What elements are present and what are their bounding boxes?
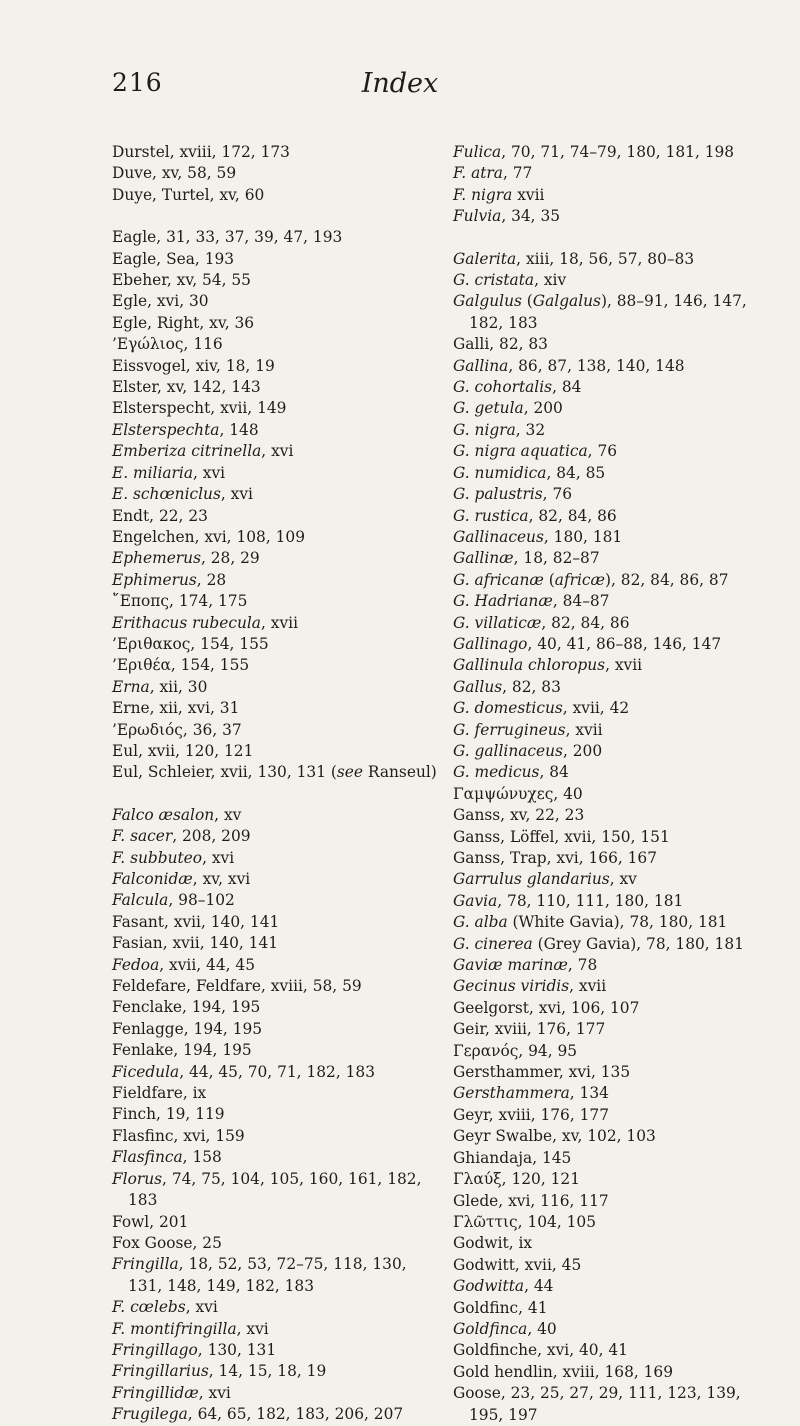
entry-text: , xv, xvi xyxy=(192,870,251,888)
index-entry xyxy=(453,420,773,441)
entry-text: , xvii xyxy=(605,656,643,675)
entry-text: Eagle, Sea, 193 xyxy=(112,249,235,268)
entry-text: xvii xyxy=(512,185,545,204)
index-entry xyxy=(453,570,773,591)
index-entry xyxy=(112,613,442,634)
entry-italic-term: Florus xyxy=(112,1169,163,1188)
index-entry xyxy=(453,1212,773,1233)
entry-italic-term: G. domesticus xyxy=(453,699,563,718)
index-entry xyxy=(112,1169,442,1212)
entry-italic-term: Gallinæ xyxy=(453,549,514,568)
entry-text: , 84, 85 xyxy=(546,463,606,482)
entry-italic-term: Fringillarius xyxy=(112,1362,209,1381)
index-entry xyxy=(453,441,773,462)
index-entry xyxy=(453,506,773,527)
entry-italic-term: Fulica xyxy=(453,143,502,161)
entry-italic-term: Gallinago xyxy=(453,634,528,653)
entry-text: Geyr Swalbe, xv, 102, 103 xyxy=(453,1127,656,1146)
entry-text: Fasian, xvii, 140, 141 xyxy=(112,934,279,953)
entry-text: , 82, 83 xyxy=(502,677,561,696)
entry-text: , 180, 181 xyxy=(543,527,623,546)
entry-text: Durstel, xviii, 172, 173 xyxy=(112,143,290,161)
index-entry xyxy=(112,570,442,591)
entry-text: ), 82, 84, 86, 87 xyxy=(605,570,729,589)
index-entry xyxy=(453,1019,773,1040)
entry-italic-term: Godwitta xyxy=(453,1277,525,1296)
index-entry xyxy=(453,891,773,912)
index-entry xyxy=(112,527,442,548)
entry-italic-term: G. cristata xyxy=(453,271,535,290)
entry-text: , 40 xyxy=(527,1319,557,1338)
index-entry xyxy=(112,420,442,441)
entry-text: Elsterspecht, xvii, 149 xyxy=(112,399,287,418)
entry-text: (Grey Gavia), 78, 180, 181 xyxy=(532,934,744,953)
entry-italic-term: G. africanæ xyxy=(453,570,544,589)
index-entry xyxy=(112,1126,442,1147)
entry-text: ( xyxy=(521,292,533,311)
index-entry xyxy=(112,591,442,612)
entry-italic-term: F. cœlebs xyxy=(112,1298,186,1317)
index-entry xyxy=(453,334,773,355)
index-entry xyxy=(453,398,773,419)
entry-text: , 76 xyxy=(542,485,573,504)
index-entry xyxy=(453,634,773,655)
index-entry xyxy=(453,548,773,569)
index-entry xyxy=(112,1404,442,1425)
entry-text: , 208, 209 xyxy=(172,827,251,846)
entry-text: Feldefare, Feldfare, xviii, 58, 59 xyxy=(112,977,362,996)
index-entry xyxy=(112,398,442,419)
entry-italic-term: Ficedula xyxy=(112,1062,180,1081)
entry-italic-term: Erna xyxy=(112,677,150,696)
index-entry xyxy=(112,1104,442,1125)
index-entry xyxy=(112,698,442,719)
entry-text: Ghiandaja, 145 xyxy=(453,1148,572,1167)
index-entry xyxy=(112,890,442,911)
entry-italic-term: G. nigra xyxy=(453,420,516,439)
entry-italic-term: Garrulus glandarius xyxy=(453,870,610,889)
entry-text: , xiv xyxy=(534,271,567,290)
entry-italic-term: G. rustica xyxy=(453,506,529,525)
index-entry xyxy=(453,142,773,163)
entry-text: , xvi xyxy=(193,463,226,482)
entry-text: , 74, 75, 104, 105, 160, 161, 182, 183 xyxy=(128,1169,422,1210)
index-entry xyxy=(453,912,773,933)
entry-italic-term: Gecinus viridis xyxy=(453,977,570,996)
index-entry xyxy=(453,848,773,869)
entry-italic-term: Elsterspechta xyxy=(112,420,220,439)
entry-italic-term: Gaviæ marinæ xyxy=(453,956,568,975)
index-entry xyxy=(453,998,773,1019)
entry-text: , 40, 41, 86–88, 146, 147 xyxy=(527,634,722,653)
entry-text: ῎Εποπς, 174, 175 xyxy=(112,592,248,611)
index-entry xyxy=(112,356,442,377)
index-entry xyxy=(112,762,442,783)
entry-italic-term: Falco æsalon xyxy=(112,805,215,824)
entry-italic-term: G. medicus xyxy=(453,763,540,782)
entry-italic-term: F. nigra xyxy=(453,185,513,204)
entry-italic-term: see xyxy=(336,763,364,782)
entry-text: Ebeher, xv, 54, 55 xyxy=(112,271,251,290)
index-entry xyxy=(453,1298,773,1319)
index-entry xyxy=(453,377,773,398)
index-entry xyxy=(453,185,773,206)
entry-text: , xii, 30 xyxy=(149,677,208,696)
entry-text: ’Εριθέα, 154, 155 xyxy=(112,656,250,675)
index-entry xyxy=(112,313,442,334)
entry-italic-term: G. alba xyxy=(453,913,508,932)
entry-text: , xiii, 18, 56, 57, 80–83 xyxy=(516,249,695,268)
entry-italic-term: E. schœniclus xyxy=(112,485,221,504)
index-entry xyxy=(112,548,442,569)
entry-italic-term: F. atra xyxy=(453,164,503,183)
entry-text: Duve, xv, 58, 59 xyxy=(112,164,237,183)
index-entry xyxy=(112,955,442,976)
entry-text: , xvii, 42 xyxy=(562,699,630,718)
entry-text: , 148 xyxy=(219,420,259,439)
index-entry xyxy=(453,1041,773,1062)
entry-italic-term: G. cinerea xyxy=(453,934,533,953)
entry-text: , 82, 84, 86 xyxy=(541,613,630,632)
index-entry xyxy=(453,762,773,783)
entry-text: Fenlagge, 194, 195 xyxy=(112,1019,263,1038)
index-entry xyxy=(112,655,442,676)
index-entry xyxy=(112,997,442,1018)
entry-text: , 98–102 xyxy=(168,891,235,910)
index-entry xyxy=(453,698,773,719)
index-entry xyxy=(112,1040,442,1061)
entry-italic-term: G. villaticæ xyxy=(453,613,542,632)
entry-text: Ganss, Löffel, xvii, 150, 151 xyxy=(453,827,670,846)
entry-italic-term: Goldfinca xyxy=(453,1319,528,1338)
entry-text: Goldfinche, xvi, 40, 41 xyxy=(453,1341,628,1360)
index-entry xyxy=(112,142,442,163)
entry-italic-term: Gersthammera xyxy=(453,1084,570,1103)
entry-italic-term: G. palustris xyxy=(453,485,543,504)
index-entry xyxy=(112,227,442,248)
entry-italic-term: F. sacer xyxy=(112,827,173,846)
entry-italic-term: G. getula xyxy=(453,399,524,418)
entry-italic-term: G. numidica xyxy=(453,463,547,482)
index-entry xyxy=(453,1383,773,1426)
index-entry xyxy=(453,1362,773,1383)
entry-text: , 84 xyxy=(552,378,582,397)
index-entry xyxy=(112,826,442,847)
entry-text: Glede, xvi, 116, 117 xyxy=(453,1191,609,1210)
entry-text: , xvii xyxy=(260,613,298,632)
index-entry xyxy=(112,185,442,206)
entry-text: , xvii xyxy=(569,977,607,996)
entry-text: , 28, 29 xyxy=(200,549,260,568)
entry-italic-term: G. ferrugineus xyxy=(453,720,566,739)
entry-text: Erne, xii, xvi, 31 xyxy=(112,699,240,718)
entry-text: , 77 xyxy=(502,164,533,183)
index-entry xyxy=(453,249,773,270)
entry-text: , 78, 110, 111, 180, 181 xyxy=(497,891,684,910)
entry-text: , 84–87 xyxy=(552,592,610,611)
entry-text: , 70, 71, 74–79, 180, 181, 198 xyxy=(501,143,735,161)
index-entry xyxy=(112,1233,442,1254)
entry-text: Fieldfare, ix xyxy=(112,1084,207,1103)
index-entry xyxy=(453,1191,773,1212)
entry-text: , 44, 45, 70, 71, 182, 183 xyxy=(179,1062,375,1081)
entry-text: Eissvogel, xiv, 18, 19 xyxy=(112,356,275,375)
entry-text: , xvi xyxy=(220,485,253,504)
index-column-right xyxy=(453,142,773,1426)
index-entry xyxy=(453,1340,773,1361)
entry-text: Elster, xv, 142, 143 xyxy=(112,378,261,397)
entry-text: Fasant, xvii, 140, 141 xyxy=(112,912,280,931)
entry-italic-term: Flasfinca xyxy=(112,1148,183,1167)
entry-text: Goose, 23, 25, 27, 29, 111, 123, 139, 195, 197 xyxy=(453,1384,741,1424)
index-entry xyxy=(112,463,442,484)
entry-italic-term: Frugilega xyxy=(112,1405,188,1424)
running-head-title: Index xyxy=(361,68,439,99)
index-entry xyxy=(453,784,773,805)
entry-text: , xvi xyxy=(236,1319,269,1338)
index-entry xyxy=(453,270,773,291)
entry-text: Eul, xvii, 120, 121 xyxy=(112,741,254,760)
index-entry xyxy=(112,1212,442,1233)
index-entry xyxy=(453,1169,773,1190)
entry-text: Ganss, Trap, xvi, 166, 167 xyxy=(453,849,658,867)
entry-text: Egle, xvi, 30 xyxy=(112,292,209,311)
index-entry xyxy=(112,1319,442,1340)
entry-text: , 76 xyxy=(587,442,618,461)
entry-text: Flasfinc, xvi, 159 xyxy=(112,1126,245,1145)
entry-text: , 200 xyxy=(562,741,603,760)
index-entry xyxy=(112,869,442,890)
entry-italic-term: E. miliaria xyxy=(112,463,194,482)
entry-text: Duye, Turtel, xv, 60 xyxy=(112,185,265,204)
index-entry xyxy=(453,1105,773,1126)
entry-text: , 28 xyxy=(196,570,227,589)
index-entry xyxy=(112,805,442,826)
index-entry xyxy=(453,613,773,634)
entry-text: , xvii xyxy=(565,720,603,739)
letter-section-gap xyxy=(453,228,773,249)
entry-italic-term: Ephemerus xyxy=(112,549,201,568)
index-entry xyxy=(453,1255,773,1276)
entry-text: Eagle, 31, 33, 37, 39, 47, 193 xyxy=(112,228,343,247)
index-entry xyxy=(453,1083,773,1104)
index-entry xyxy=(112,1083,442,1104)
index-entry xyxy=(453,1062,773,1083)
entry-italic-term: F. subbuteo xyxy=(112,848,203,867)
index-entry xyxy=(112,933,442,954)
index-entry xyxy=(453,934,773,955)
index-entry xyxy=(453,869,773,890)
entry-text: Fenclake, 194, 195 xyxy=(112,998,261,1017)
entry-italic-term: Gallinaceus xyxy=(453,527,544,546)
entry-text: , 32 xyxy=(515,420,546,439)
entry-text: Ganss, xv, 22, 23 xyxy=(453,806,585,825)
index-entry xyxy=(453,527,773,548)
index-entry xyxy=(112,741,442,762)
entry-italic-term: Gallinula chloropus xyxy=(453,656,606,675)
entry-text: Γερανός, 94, 95 xyxy=(453,1041,578,1060)
entry-text: , 200 xyxy=(523,399,563,418)
index-entry xyxy=(453,463,773,484)
entry-text: , 82, 84, 86 xyxy=(528,506,617,525)
entry-text: Finch, 19, 119 xyxy=(112,1105,225,1124)
entry-text: , xv xyxy=(609,870,637,889)
index-entry xyxy=(112,720,442,741)
entry-text: , 18, 82–87 xyxy=(513,549,600,568)
index-entry xyxy=(453,955,773,976)
entry-text: Geelgorst, xvi, 106, 107 xyxy=(453,998,640,1017)
entry-italic-term: Fringillidæ xyxy=(112,1383,199,1402)
index-entry xyxy=(112,1383,442,1404)
index-entry xyxy=(112,484,442,505)
entry-text: , 158 xyxy=(182,1148,222,1167)
entry-italic-term: Fedoa xyxy=(112,955,160,974)
entry-text: ’Εριθακος, 154, 155 xyxy=(112,634,269,653)
index-entry xyxy=(112,1019,442,1040)
entry-text: Engelchen, xvi, 108, 109 xyxy=(112,527,305,546)
entry-text: Gold hendlin, xviii, 168, 169 xyxy=(453,1362,674,1381)
index-entry xyxy=(453,741,773,762)
letter-section-gap xyxy=(112,784,442,805)
entry-text: , 18, 52, 53, 72–75, 118, 130, 131, 148, 149, 182, 183 xyxy=(128,1255,407,1295)
entry-text: , xvi xyxy=(261,442,294,461)
entry-text: , xvii, 44, 45 xyxy=(159,955,255,974)
entry-text: (White Gavia), 78, 180, 181 xyxy=(507,913,728,932)
entry-text: , 134 xyxy=(569,1084,609,1103)
page-number: 216 xyxy=(112,68,163,97)
entry-italic-term: Galgalus xyxy=(532,292,601,311)
entry-italic-term: Fringillago xyxy=(112,1340,198,1359)
entry-text: Geyr, xviii, 176, 177 xyxy=(453,1105,610,1124)
entry-text: ’Εγώλιος, 116 xyxy=(112,335,223,354)
index-entry xyxy=(453,206,773,227)
index-entry xyxy=(112,1297,442,1318)
index-entry xyxy=(112,848,442,869)
entry-italic-term: F. montifringilla xyxy=(112,1319,237,1338)
entry-text: Goldfinc, 41 xyxy=(453,1298,548,1317)
entry-text: , 86, 87, 138, 140, 148 xyxy=(508,356,685,375)
entry-italic-term: Fringilla xyxy=(112,1255,179,1274)
index-entry xyxy=(112,1062,442,1083)
entry-text: ), 88–91, 146, 147, 182, 183 xyxy=(469,292,747,332)
index-entry xyxy=(453,1148,773,1169)
index-entry xyxy=(112,441,442,462)
entry-text: Godwit, ix xyxy=(453,1234,533,1253)
index-entry xyxy=(453,1276,773,1297)
index-entry xyxy=(453,1126,773,1147)
entry-italic-term: G. cohortalis xyxy=(453,378,553,397)
index-entry xyxy=(112,249,442,270)
entry-italic-term: Ephimerus xyxy=(112,570,197,589)
entry-text: ( xyxy=(543,570,555,589)
index-entry xyxy=(453,827,773,848)
index-entry xyxy=(112,677,442,698)
index-entry xyxy=(453,655,773,676)
entry-italic-term: Erithacus rubecula xyxy=(112,613,261,632)
entry-text: Gersthammer, xvi, 135 xyxy=(453,1063,631,1082)
letter-section-gap xyxy=(112,206,442,227)
index-column-left xyxy=(112,142,442,1426)
index-entry xyxy=(453,1319,773,1340)
index-entry xyxy=(112,163,442,184)
entry-italic-term: africæ xyxy=(554,570,606,589)
entry-text: Endt, 22, 23 xyxy=(112,506,208,525)
entry-italic-term: Galerita xyxy=(453,249,517,268)
entry-text: , xv xyxy=(214,805,242,824)
entry-text: , 64, 65, 182, 183, 206, 207 xyxy=(187,1405,404,1424)
index-entry xyxy=(453,976,773,997)
index-entry xyxy=(112,912,442,933)
entry-italic-term: Emberiza citrinella xyxy=(112,442,262,461)
entry-text: Γλαύξ, 120, 121 xyxy=(453,1170,580,1189)
entry-italic-term: G. gallinaceus xyxy=(453,741,563,760)
index-entry xyxy=(112,506,442,527)
index-entry xyxy=(453,484,773,505)
index-entry xyxy=(112,291,442,312)
index-entry xyxy=(112,270,442,291)
entry-text: Eul, Schleier, xvii, 130, 131 ( xyxy=(112,763,337,782)
index-entry xyxy=(453,356,773,377)
entry-text: Γαμψώνυχες, 40 xyxy=(453,784,583,803)
entry-text: , 78 xyxy=(567,956,598,975)
index-entry xyxy=(453,291,773,334)
index-entry xyxy=(112,1361,442,1382)
entry-text: Fenlake, 194, 195 xyxy=(112,1041,252,1060)
entry-text: , 44 xyxy=(524,1277,554,1296)
entry-text: , 130, 131 xyxy=(197,1340,277,1359)
entry-italic-term: Fulvia xyxy=(453,207,502,226)
entry-text: Fox Goose, 25 xyxy=(112,1233,222,1252)
entry-italic-term: Gallina xyxy=(453,356,509,375)
entry-italic-term: G. Hadrianæ xyxy=(453,592,553,611)
index-entry xyxy=(112,1340,442,1361)
entry-text: , xvi xyxy=(185,1298,218,1317)
entry-italic-term: Gavia xyxy=(453,891,498,910)
index-entry xyxy=(453,591,773,612)
index-entry xyxy=(112,334,442,355)
entry-text: , xvi xyxy=(198,1383,231,1402)
index-entry xyxy=(453,805,773,826)
entry-italic-term: Falcula xyxy=(112,891,169,910)
entry-text: Geir, xviii, 176, 177 xyxy=(453,1020,606,1039)
entry-text: , 34, 35 xyxy=(501,207,561,226)
entry-text: Galli, 82, 83 xyxy=(453,335,548,354)
index-entry xyxy=(453,1233,773,1254)
entry-text: , xvi xyxy=(202,848,235,867)
entry-italic-term: Galgulus xyxy=(453,292,522,311)
index-entry xyxy=(453,720,773,741)
index-entry xyxy=(112,1254,442,1297)
entry-text: Γλῶττις, 104, 105 xyxy=(453,1212,596,1231)
index-entry xyxy=(112,976,442,997)
entry-text: Egle, Right, xv, 36 xyxy=(112,313,255,332)
entry-text: ’Ερωδιός, 36, 37 xyxy=(112,720,242,739)
entry-italic-term: G. nigra aquatica xyxy=(453,442,588,461)
index-entry xyxy=(112,634,442,655)
entry-text: , 84 xyxy=(539,763,569,782)
index-entry xyxy=(453,677,773,698)
entry-italic-term: Falconidæ xyxy=(112,870,193,888)
entry-text: , 14, 15, 18, 19 xyxy=(208,1362,327,1381)
index-entry xyxy=(112,377,442,398)
entry-text: Godwitt, xvii, 45 xyxy=(453,1255,582,1274)
entry-text: Ranseul) xyxy=(363,763,437,782)
index-entry xyxy=(453,163,773,184)
entry-italic-term: Gallus xyxy=(453,677,503,696)
index-entry xyxy=(112,1147,442,1168)
entry-text: Fowl, 201 xyxy=(112,1212,189,1231)
